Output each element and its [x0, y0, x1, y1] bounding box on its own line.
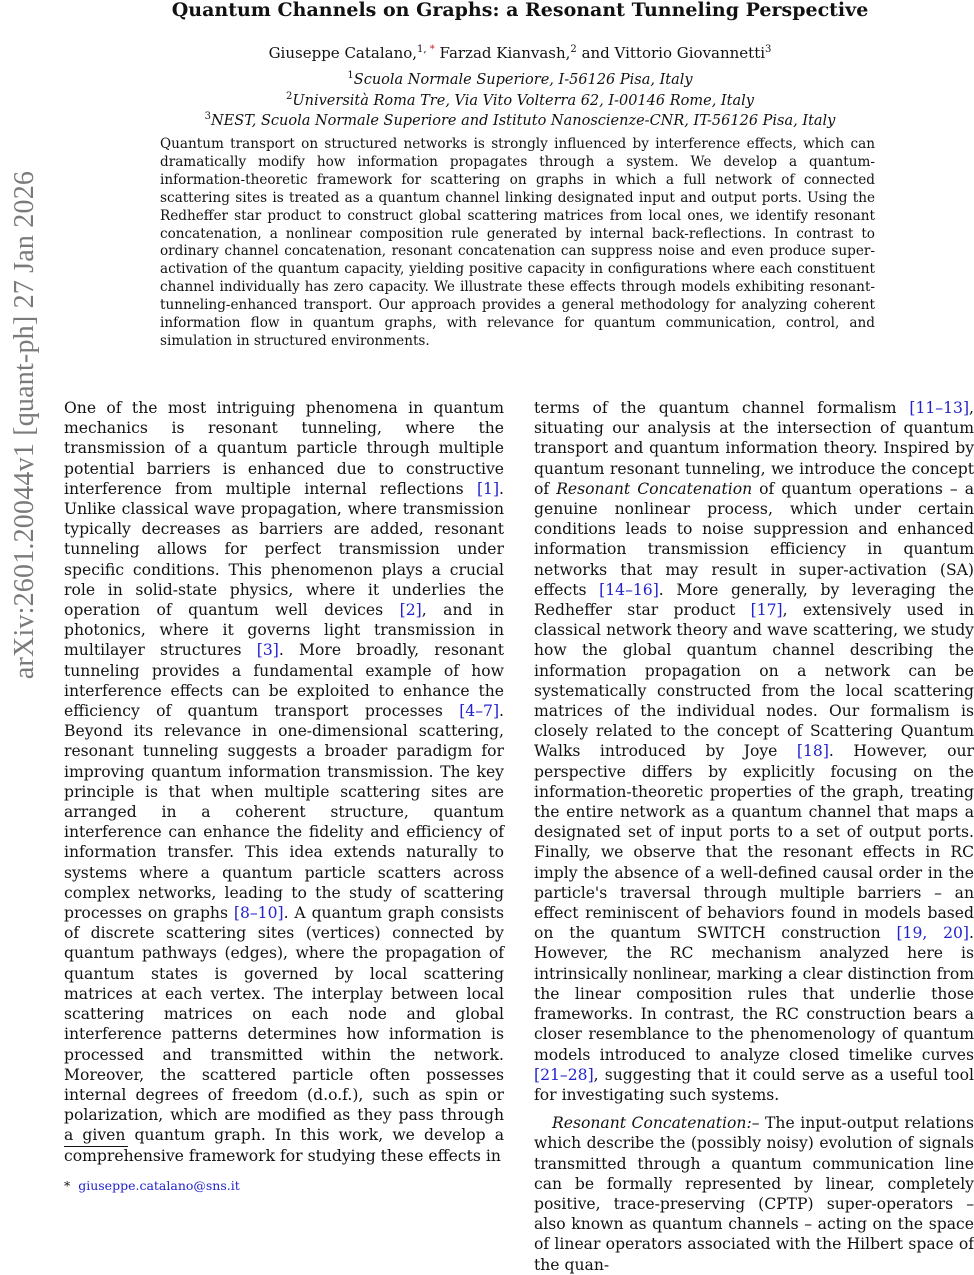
author-3: and Vittorio Giovannetti [576, 44, 766, 62]
corresponding-mark[interactable]: * [429, 44, 435, 55]
intro-paragraph: One of the most intriguing phenomena in quantum mechanics is resonant tunneling, where the transmission of a quantum particle through multiple potential barriers is enhanced due to constructive interference from multiple internal reflections [1]. Unlike classical wave propagation, where transmission typically decreases as barriers are added, resonant tunneling allows for perfect transmission under specific conditions. This phenomenon plays a crucial role in solid-state physics, where it underlies the operation of quantum well devices [2], and in photonics, where it governs light transmission in multilayer structures [3]. More broadly, resonant tunneling provides a fundamental example of how interference effects can be exploited to enhance the efficiency of quantum transport processes [4–7]. Beyond its relevance in one-dimensional scattering, resonant tunneling suggests a broader paradigm for improving quantum information transmission. The key principle is that when multiple scattering sites are arranged in a coherent structure, quantum interference can enhance the fidelity and efficiency of information transfer. This idea extends naturally to systems where a quantum particle scatters across complex networks, leading to the study of scattering processes on graphs [8–10]. A quantum graph consists of discrete scattering sites (vertices) connected by quantum pathways (edges), where the propagation of quantum states is governed by local scattering matrices at each vertex. The interplay between local scattering matrices on each node and global interference patterns determines how information is processed and transmitted within the network. Moreover, the scattered particle often possesses internal degrees of freedom (d.o.f.), such as spin or polarization, which are modified as they pass through a given quantum graph. In this work, we develop a comprehensive framework for studying these effects in [64, 399, 504, 1165]
citation-link[interactable]: [4–7] [459, 702, 500, 721]
arxiv-identifier: arXiv:2601.20044v1 [quant-ph] 27 Jan 2026 [9, 170, 40, 680]
author-3-affil: 3 [765, 44, 772, 55]
paper-title: Quantum Channels on Graphs: a Resonant Tunneling Perspective [171, 0, 869, 21]
emphasis-term: Resonant Concatenation [556, 479, 753, 498]
citation-link[interactable]: [17] [750, 601, 783, 620]
citation-link[interactable]: [21–28] [534, 1065, 594, 1084]
left-column [64, 398, 504, 1166]
author-2: Farzad Kianvash, [434, 44, 571, 62]
citation-link[interactable]: [18] [796, 742, 829, 761]
citation-link[interactable]: [11–13] [909, 399, 970, 417]
section-paragraph: Resonant Concatenation:– The input-output relations which describe the (possibly noisy) evolution of signals transmitted through a quantum communication line can be formally represented by linear, completely positive, trace-preserving (CPTP) super-operators – also known as quantum channels – acting on the space of linear operators associated with the Hilbert space of the quan- [534, 1114, 974, 1274]
citation-link[interactable]: [19, 20] [896, 924, 970, 943]
section-heading: Resonant Concatenation: [552, 1114, 752, 1133]
affiliation-3: $^3$NEST, Scuola Normale Superiore and Istituto Nanoscienze-CNR, IT-56126 Pisa, Italy [204, 111, 836, 129]
citation-link[interactable]: [14–16] [599, 580, 659, 599]
author-list [150, 40, 890, 63]
author-2-affil: 2 [570, 44, 577, 55]
arxiv-sidebar-stamp [2, 170, 48, 680]
footnote-rule [64, 1146, 128, 1147]
footnote: * giuseppe.catalano@sns.it [64, 1178, 240, 1193]
author-1: Giuseppe Catalano, [268, 44, 418, 62]
affiliation-1: $^1$Scuola Normale Superiore, I-56126 Pisa, Italy [347, 70, 693, 88]
author-1-affil: 1, * [417, 44, 435, 55]
intro-paragraph-continued: terms of the quantum channel formalism [11–13], situating our analysis at the intersection of quantum transport and quantum information theory. Inspired by quantum resonant tunneling, we introduce the concept of Resonant Concatenation of quantum operations – a genuine nonlinear process, which under certain conditions leads to noise suppression and enhanced information transmission efficiency in quantum networks that may result in super-activation (SA) effects [14–16]. More generally, by leveraging the Redheffer star product [17], extensively used in classical network theory and wave scattering, we study how the global quantum channel describing the information propagation on a network can be systematically constructed from the local scattering matrices of the individual nodes. Our formalism is closely related to the concept of Scattering Quantum Walks introduced by Joye [18]. However, our perspective differs by explicitly focusing on the information-theoretic properties of the graph, treating the entire network as a quantum channel that maps a designated set of input ports to a set of output ports. Finally, we observe that the resonant effects in RC imply the absence of a well-defined causal order in the particle's traversal through multiple barriers – an effect reminiscent of behaviors found in models based on the quantum SWITCH construction [19, 20]. However, the RC mechanism analyzed here is intrinsically nonlinear, marking a clear distinction from the linear composition rules that underlie those frameworks. In contrast, the RC construction bears a closer resemblance to the phenomenology of quantum models introduced to analyze closed timelike curves [21–28], suggesting that it could serve as a useful tool for investigating such systems. [534, 399, 974, 1104]
citation-link[interactable]: [3] [256, 641, 279, 660]
right-column [534, 398, 974, 1275]
email-link[interactable]: giuseppe.catalano@sns.it [78, 1178, 240, 1193]
citation-link[interactable]: [8–10] [233, 904, 284, 923]
affiliation-2: $^2$Università Roma Tre, Via Vito Volterra 62, I-00146 Rome, Italy [286, 91, 754, 109]
citation-link[interactable]: [2] [399, 601, 422, 620]
citation-link[interactable]: [1] [476, 479, 500, 498]
abstract: Quantum transport on structured networks is strongly influenced by interference effects, which can dramatically modify how information propagates through a system. We develop a quantum-information-theoretic framework for scattering on graphs in which a full network of connected scattering sites is treated as a quantum channel linking designated input and output ports. Using the Redheffer star product to construct global scattering matrices from local ones, we identify resonant concatenation, a nonlinear composition rule generated by internal back-reflections. In contrast to ordinary channel concatenation, resonant concatenation can suppress noise and even produce super-activation of the quantum capacity, yielding positive capacity in configurations where each constituent channel individually has zero capacity. We illustrate these effects through models exhibiting resonant-tunneling-enhanced transport. Our approach provides a general methodology for analyzing coherent information flow in quantum graphs, with relevance for quantum communication, control, and simulation in structured environments. [160, 136, 875, 349]
